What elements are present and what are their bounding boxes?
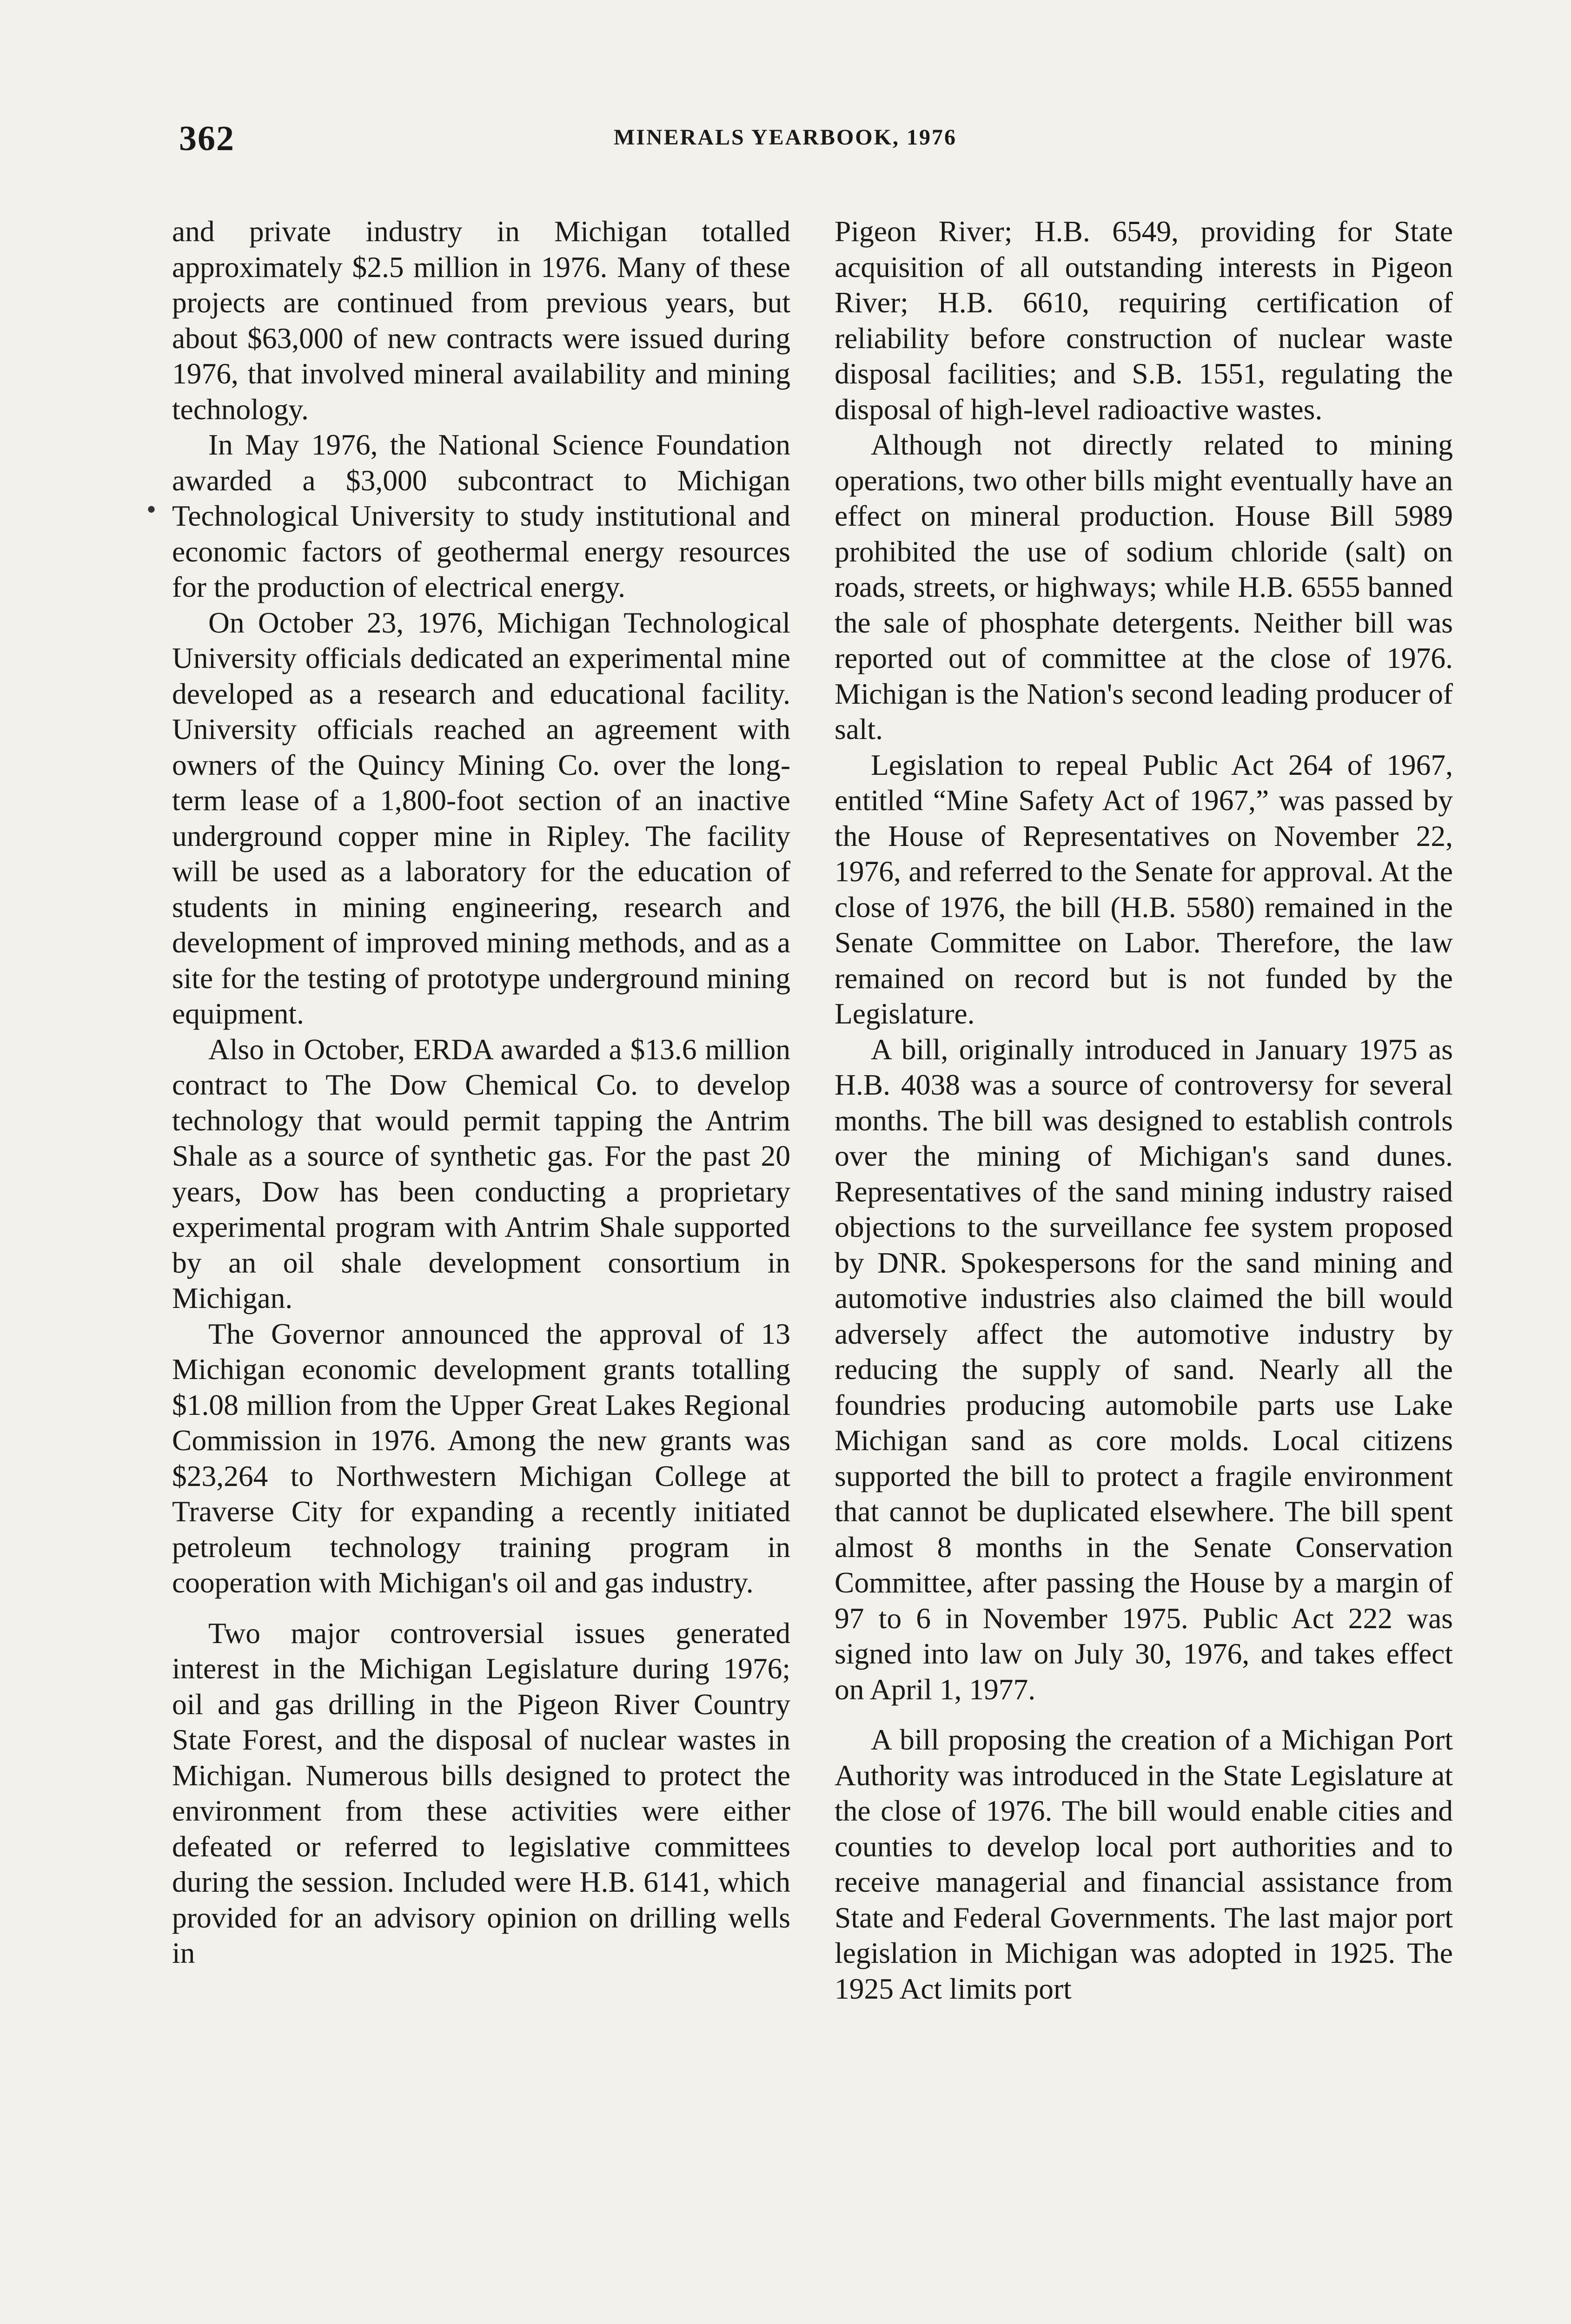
left-column [172,214,790,1971]
right-paragraph-3: Legislation to repeal Public Act 264 of 1967, entitled “Mine Safety Act of 1967,” was passed by the House of Representatives on November 22, 1976, and referred to the Senate for approval. At the close of 1976, the bill (H.B. 5580) remained in the Senate Committee on Labor. Therefore, the law remained on record but is not funded by the Legislature. [835,748,1453,1030]
left-paragraph-5: The Governor announced the approval of 13 Michigan economic development grants totalling $1.08 million from the Upper Great Lakes Regional Commission in 1976. Among the new grants was $23,264 to Northwestern Michigan College at Traverse City for expanding a recently initiated petroleum technology training program in cooperation with Michigan's oil and gas industry. [172,1317,790,1599]
left-paragraph-1: and private industry in Michigan totalled approximately $2.5 million in 1976. Many of these projects are continued from previous years, but about $63,000 of new contracts were issued during 1976, that involved mineral availability and mining technology. [172,215,790,426]
running-head: MINERALS YEARBOOK, 1976 [614,125,957,150]
left-paragraph-6: Two major controversial issues generated interest in the Michigan Legislature during 1976; oil and gas drilling in the Pigeon River Country State Forest, and the disposal of nuclear wastes in Michigan. Numerous bills designed to protect the environment from these activities were either defeated or referred to legislative committees during the session. Included were H.B. 6141, which provided for an advisory opinion on drilling wells in [172,1616,790,1969]
margin-bullet: • [146,494,157,525]
right-paragraph-1: Pigeon River; H.B. 6549, providing for State acquisition of all outstanding interests in Pigeon River; H.B. 6610, requiring certification of reliability before construction of nuclear waste disposal facilities; and S.B. 1551, regulating the disposal of high-level radioactive wastes. [835,215,1453,426]
left-paragraph-2: In May 1976, the National Science Foundation awarded a $3,000 subcontract to Michigan Technological University to study institutional and economic factors of geothermal energy resources for the production of electrical energy. [172,428,790,603]
right-paragraph-5: A bill proposing the creation of a Michigan Port Authority was introduced in the State Legislature at the close of 1976. The bill would enable cities and counties to develop local port authorities and to receive managerial and financial assistance from State and Federal Governments. The last major port legislation in Michigan was adopted in 1925. The 1925 Act limits port [835,1723,1453,2005]
left-paragraph-4: Also in October, ERDA awarded a $13.6 million contract to The Dow Chemical Co. to develop technology that would permit tapping the Antrim Shale as a source of synthetic gas. For the past 20 years, Dow has been conducting a proprietary experimental program with Antrim Shale supported by an oil shale development consortium in Michigan. [172,1032,790,1314]
right-paragraph-4: A bill, originally introduced in January 1975 as H.B. 4038 was a source of controversy for several months. The bill was designed to establish controls over the mining of Michigan's sand dunes. Representatives of the sand mining industry raised objections to the surveillance fee system proposed by DNR. Spokespersons for the sand mining and automotive industries also claimed the bill would adversely affect the automotive industry by reducing the supply of sand. Nearly all the foundries producing automobile parts use Lake Michigan sand as core molds. Local citizens supported the bill to protect a fragile environment that cannot be duplicated elsewhere. The bill spent almost 8 months in the Senate Conservation Committee, after passing the House by a margin of 97 to 6 in November 1975. Public Act 222 was signed into law on July 30, 1976, and takes effect on April 1, 1977. [835,1032,1453,1706]
left-paragraph-3: On October 23, 1976, Michigan Technological University officials dedicated an experimental mine developed as a research and educational facility. University officials reached an agreement with owners of the Quincy Mining Co. over the long-term lease of a 1,800-foot section of an inactive underground copper mine in Ripley. The facility will be used as a laboratory for the education of students in mining engineering, research and development of improved mining methods, and as a site for the testing of prototype underground mining equipment. [172,606,790,1030]
right-column [835,214,1453,2007]
right-paragraph-2: Although not directly related to mining operations, two other bills might eventually have an effect on mineral production. House Bill 5989 prohibited the use of sodium chloride (salt) on roads, streets, or highways; while H.B. 6555 banned the sale of phosphate detergents. Neither bill was reported out of committee at the close of 1976. Michigan is the Nation's second leading producer of salt. [835,428,1453,746]
page-number: 362 [179,119,235,158]
